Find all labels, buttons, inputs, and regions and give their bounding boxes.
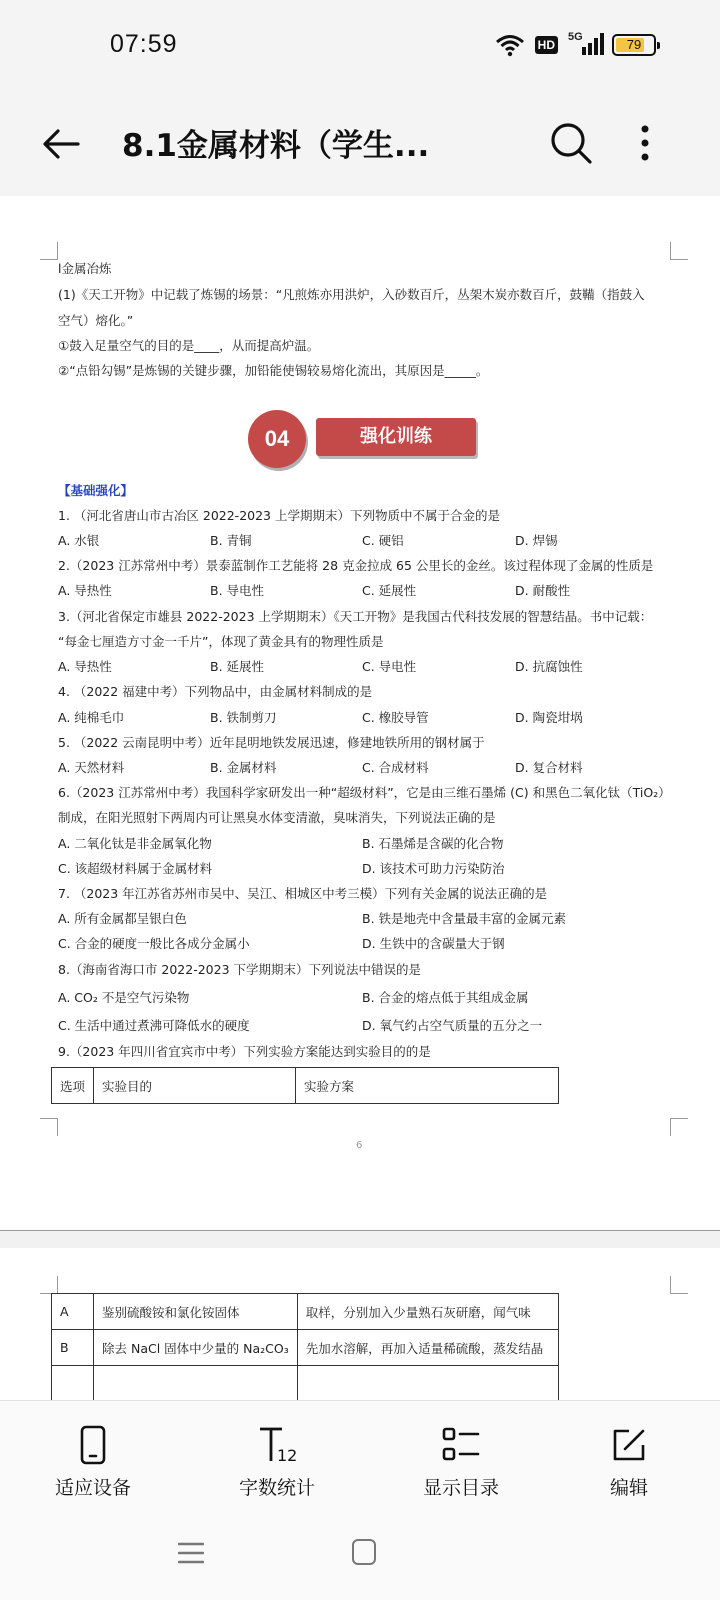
experiment-table-continued bbox=[51, 1293, 559, 1400]
option: D. 该技术可助力污染防治 bbox=[362, 861, 505, 876]
option: D. 焊锡 bbox=[515, 533, 558, 548]
option: A. 导热性 bbox=[58, 659, 112, 674]
question-stem: 6.（2023 江苏常州中考）我国科学家研发出一种“超级材料”，它是由三维石墨烯 (C) 和黑色二氧化钛（TiO₂） bbox=[58, 785, 671, 800]
table-cell: 实验方案 bbox=[296, 1068, 559, 1104]
option: D. 陶瓷坩埚 bbox=[515, 710, 583, 725]
section-banner bbox=[248, 410, 484, 470]
search-button[interactable] bbox=[548, 120, 594, 166]
text-line: 空气）熔化。” bbox=[58, 313, 134, 328]
app-header bbox=[0, 90, 720, 196]
option: D. 复合材料 bbox=[515, 760, 583, 775]
question-stem: 8.（海南省海口市 2022-2023 下学期期末）下列说法中错误的是 bbox=[58, 962, 422, 977]
menu-icon bbox=[178, 1541, 204, 1565]
bottom-toolbar bbox=[0, 1400, 720, 1600]
word-count-icon bbox=[257, 1425, 297, 1465]
option: B. 铁制剪刀 bbox=[210, 710, 277, 725]
text-line: ②“点铅勾锡”是炼锡的关键步骤，加铅能使锡较易熔化流出，其原因是_____。 bbox=[58, 363, 489, 378]
option: A. 导热性 bbox=[58, 583, 112, 598]
table-cell: 实验目的 bbox=[94, 1068, 296, 1104]
option: C. 合金的硬度一般比各成分金属小 bbox=[58, 936, 250, 951]
option: A. 所有金属都呈银白色 bbox=[58, 911, 187, 926]
question-stem: 1. （河北省唐山市古冶区 2022-2023 上学期期末）下列物质中不属于合金的是 bbox=[58, 508, 500, 523]
option: C. 生活中通过煮沸可降低水的硬度 bbox=[58, 1018, 250, 1033]
table-cell: 除去 NaCl 固体中少量的 Na₂CO₃ bbox=[94, 1330, 298, 1366]
option: A. 水银 bbox=[58, 533, 100, 548]
status-time: 07:59 bbox=[110, 30, 178, 58]
question-stem: “每金七厘造方寸金一千片”，体现了黄金具有的物理性质是 bbox=[58, 634, 384, 649]
battery-level: 79 bbox=[626, 37, 642, 52]
toolbar-label: 编辑 bbox=[609, 1477, 648, 1499]
option: C. 橡胶导管 bbox=[362, 710, 429, 725]
arrow-left-icon bbox=[38, 120, 86, 168]
banner-title: 强化训练 bbox=[360, 426, 432, 447]
table-of-contents-button[interactable] bbox=[386, 1421, 536, 1501]
option: B. 青铜 bbox=[210, 533, 252, 548]
option: B. 铁是地壳中含量最丰富的金属元素 bbox=[362, 911, 567, 926]
edit-button[interactable] bbox=[554, 1421, 704, 1501]
section-heading: 【基础强化】 bbox=[58, 483, 134, 498]
back-button[interactable] bbox=[38, 120, 86, 168]
option: C. 合成材料 bbox=[362, 760, 429, 775]
page-number: 6 bbox=[356, 1140, 363, 1151]
question-stem: 7. （2023 年江苏省苏州市吴中、吴江、相城区中考三模）下列有关金属的说法正确的是 bbox=[58, 886, 548, 901]
home-icon[interactable] bbox=[352, 1539, 376, 1565]
nav-menu-button[interactable] bbox=[178, 1541, 204, 1565]
table-row bbox=[52, 1366, 559, 1401]
option: A. 纯棉毛巾 bbox=[58, 710, 125, 725]
option: A. 二氧化钛是非金属氧化物 bbox=[58, 836, 212, 851]
status-icons bbox=[495, 30, 656, 60]
table-cell: 选项 bbox=[52, 1068, 94, 1104]
table-row bbox=[52, 1330, 559, 1366]
document-viewport[interactable] bbox=[0, 196, 720, 1400]
option: D. 氧气约占空气质量的五分之一 bbox=[362, 1018, 543, 1033]
question-stem: 5. （2022 云南昆明中考）近年昆明地铁发展迅速，修建地铁所用的钢材属于 bbox=[58, 735, 485, 750]
option: D. 抗腐蚀性 bbox=[515, 659, 583, 674]
page-divider bbox=[0, 1230, 720, 1231]
question-stem: 2.（2023 江苏常州中考）景泰蓝制作工艺能将 28 克金拉成 65 公里长的金丝。该过程体现了金属的性质是 bbox=[58, 558, 654, 573]
option: B. 金属材料 bbox=[210, 760, 277, 775]
toolbar-label: 显示目录 bbox=[422, 1477, 499, 1499]
word-count-button[interactable] bbox=[202, 1421, 352, 1501]
svg-text:12: 12 bbox=[277, 1446, 297, 1465]
table-header-row bbox=[52, 1068, 559, 1104]
option: C. 导电性 bbox=[362, 659, 417, 674]
option: C. 延展性 bbox=[362, 583, 417, 598]
text-line: l金属冶炼 bbox=[58, 261, 112, 276]
table-cell: 取样，分别加入少量熟石灰研磨，闻气味 bbox=[297, 1294, 558, 1330]
option: B. 合金的熔点低于其组成金属 bbox=[362, 990, 529, 1005]
hd-badge: HD bbox=[535, 36, 558, 54]
table-cell: A bbox=[52, 1294, 94, 1330]
document-title: 8.1金属材料（学生... bbox=[122, 128, 430, 164]
more-vertical-icon bbox=[630, 120, 660, 166]
text-line: (1)《天工开物》中记载了炼锡的场景：“凡煎炼亦用洪炉，入砂数百斤，丛架木炭亦数百斤，鼓鞴（指鼓入 bbox=[58, 287, 645, 302]
option: D. 生铁中的含碳量大于钢 bbox=[362, 936, 505, 951]
toolbar-label: 适应设备 bbox=[54, 1477, 131, 1499]
wifi-icon bbox=[495, 33, 525, 57]
search-icon bbox=[548, 120, 594, 166]
table-of-contents-icon bbox=[441, 1425, 481, 1465]
option: A. CO₂ 不是空气污染物 bbox=[58, 990, 190, 1005]
document-page bbox=[0, 196, 720, 1230]
question-stem: 4. （2022 福建中考）下列物品中，由金属材料制成的是 bbox=[58, 684, 373, 699]
table-cell: 先加水溶解，再加入适量稀硫酸，蒸发结晶 bbox=[297, 1330, 558, 1366]
table-cell: B bbox=[52, 1330, 94, 1366]
experiment-table bbox=[51, 1067, 559, 1104]
fit-device-button[interactable] bbox=[18, 1421, 168, 1501]
text-line: ①鼓入足量空气的目的是____，从而提高炉温。 bbox=[58, 338, 320, 353]
signal-icon bbox=[568, 33, 602, 57]
option: C. 硬铝 bbox=[362, 533, 404, 548]
edit-icon bbox=[609, 1425, 649, 1465]
option: D. 耐酸性 bbox=[515, 583, 571, 598]
question-stem: 9.（2023 年四川省宜宾市中考）下列实验方案能达到实验目的的是 bbox=[58, 1044, 431, 1059]
option: A. 天然材料 bbox=[58, 760, 125, 775]
option: B. 导电性 bbox=[210, 583, 265, 598]
status-bar bbox=[0, 0, 720, 90]
question-stem: 制成，在阳光照射下两周内可让黑臭水体变清澈，臭味消失，下列说法正确的是 bbox=[58, 810, 496, 825]
phone-fit-icon bbox=[73, 1425, 113, 1465]
option: C. 该超级材料属于金属材料 bbox=[58, 861, 213, 876]
table-cell: 鉴别硫酸铵和氯化铵固体 bbox=[94, 1294, 298, 1330]
option: B. 石墨烯是含碳的化合物 bbox=[362, 836, 504, 851]
more-button[interactable] bbox=[630, 120, 660, 166]
battery-icon bbox=[612, 34, 656, 56]
toolbar-label: 字数统计 bbox=[238, 1477, 315, 1499]
option: B. 延展性 bbox=[210, 659, 265, 674]
network-type: 5G bbox=[568, 31, 583, 43]
question-stem: 3.（河北省保定市雄县 2022-2023 上学期期末）《天工开物》是我国古代科技发展的智慧结晶。书中记载： bbox=[58, 609, 653, 624]
document-page bbox=[0, 1248, 720, 1400]
table-row bbox=[52, 1294, 559, 1330]
banner-number: 04 bbox=[264, 426, 290, 451]
